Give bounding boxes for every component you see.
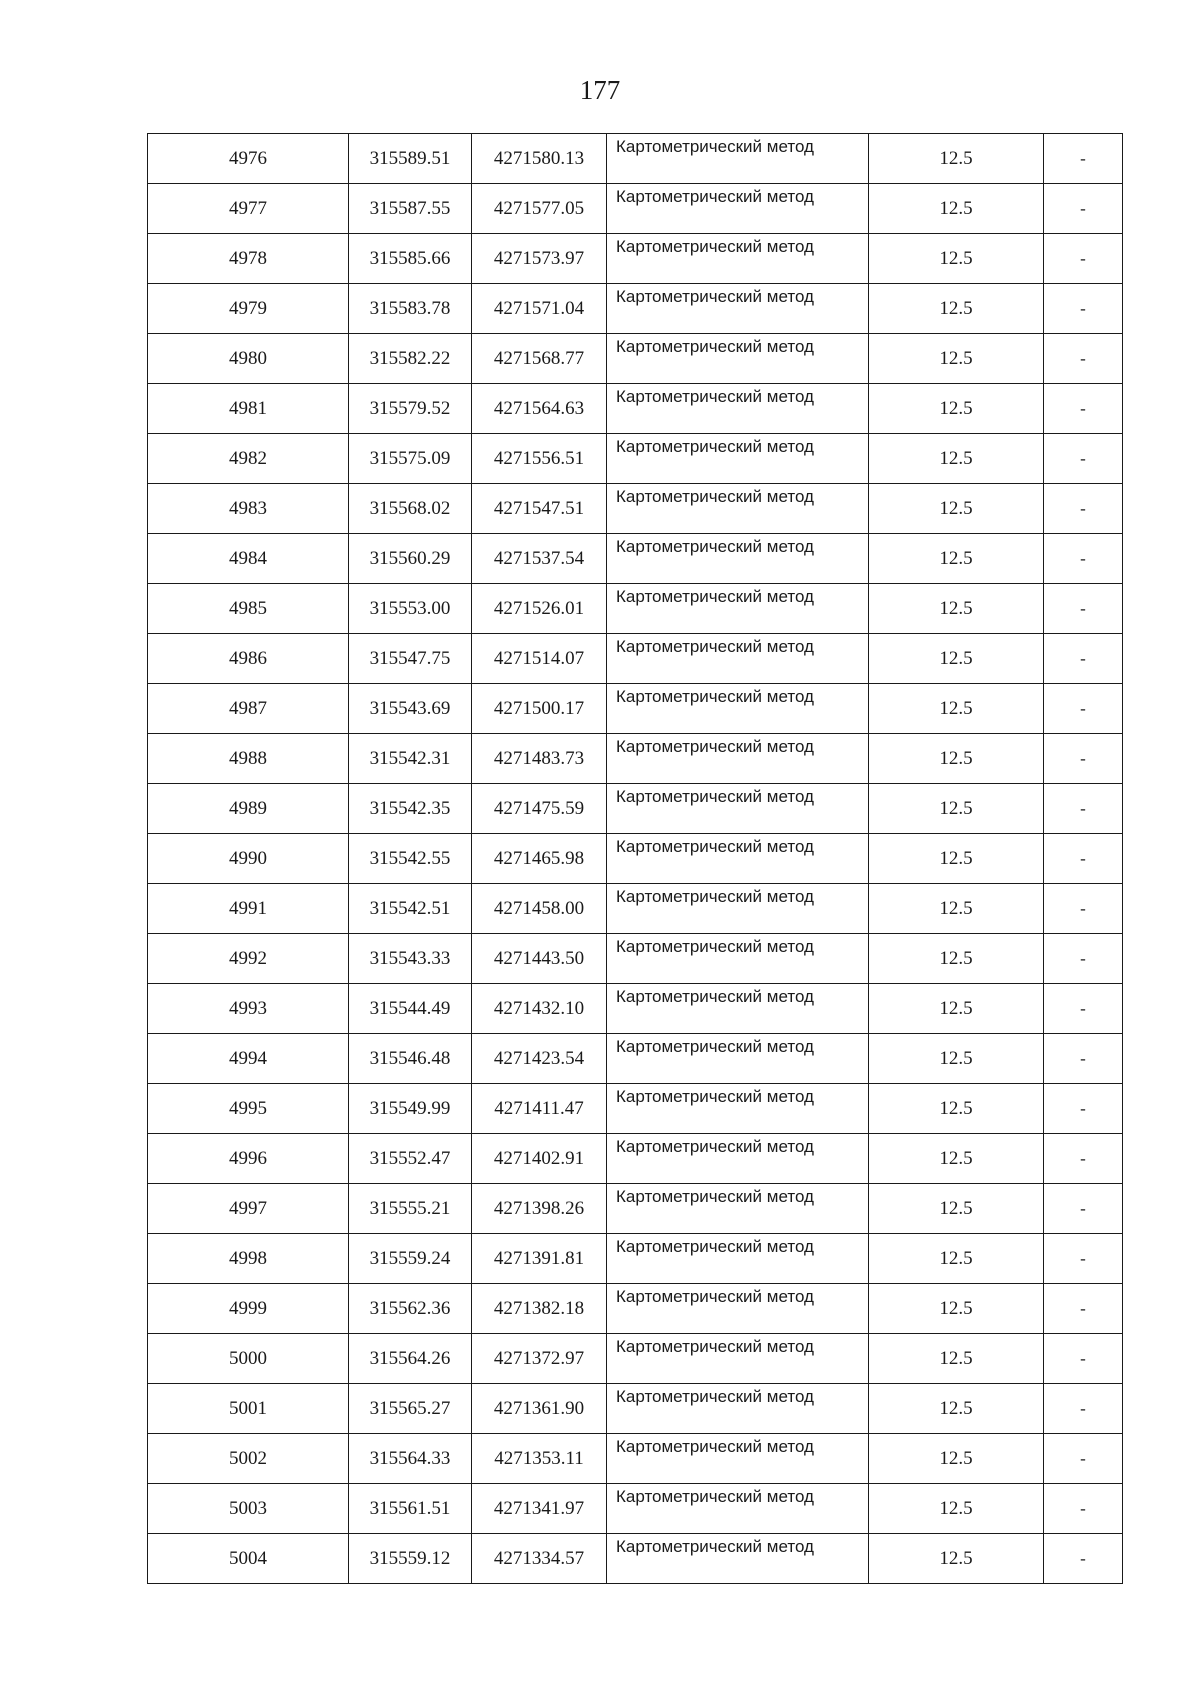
table-row: [148, 1334, 1123, 1384]
y-coordinate-cell: 4271402.91: [472, 1134, 607, 1184]
accuracy-cell: 12.5: [869, 534, 1044, 584]
y-coordinate-cell: 4271500.17: [472, 684, 607, 734]
point-number-cell: 4986: [148, 634, 349, 684]
accuracy-cell: 12.5: [869, 434, 1044, 484]
method-cell: Картометрический метод: [607, 934, 869, 984]
note-cell: -: [1044, 1334, 1123, 1384]
y-coordinate-cell: 4271458.00: [472, 884, 607, 934]
coordinates-table: [147, 133, 1123, 1584]
method-cell: Картометрический метод: [607, 384, 869, 434]
y-coordinate-cell: 4271411.47: [472, 1084, 607, 1134]
y-coordinate-cell: 4271382.18: [472, 1284, 607, 1334]
table-row: [148, 684, 1123, 734]
point-number-cell: 4991: [148, 884, 349, 934]
method-cell: Картометрический метод: [607, 1184, 869, 1234]
note-cell: -: [1044, 134, 1123, 184]
y-coordinate-cell: 4271564.63: [472, 384, 607, 434]
accuracy-cell: 12.5: [869, 334, 1044, 384]
point-number-cell: 4994: [148, 1034, 349, 1084]
x-coordinate-cell: 315542.55: [349, 834, 472, 884]
point-number-cell: 4977: [148, 184, 349, 234]
accuracy-cell: 12.5: [869, 1334, 1044, 1384]
accuracy-cell: 12.5: [869, 684, 1044, 734]
x-coordinate-cell: 315543.33: [349, 934, 472, 984]
point-number-cell: 4985: [148, 584, 349, 634]
method-cell: Картометрический метод: [607, 234, 869, 284]
accuracy-cell: 12.5: [869, 1134, 1044, 1184]
note-cell: -: [1044, 1184, 1123, 1234]
page-number: 177: [579, 75, 621, 105]
table-row: [148, 1284, 1123, 1334]
x-coordinate-cell: 315568.02: [349, 484, 472, 534]
y-coordinate-cell: 4271568.77: [472, 334, 607, 384]
point-number-cell: 4983: [148, 484, 349, 534]
accuracy-cell: 12.5: [869, 1534, 1044, 1584]
point-number-cell: 4980: [148, 334, 349, 384]
method-cell: Картометрический метод: [607, 684, 869, 734]
accuracy-cell: 12.5: [869, 184, 1044, 234]
table-row: [148, 484, 1123, 534]
table-row: [148, 334, 1123, 384]
x-coordinate-cell: 315546.48: [349, 1034, 472, 1084]
x-coordinate-cell: 315547.75: [349, 634, 472, 684]
y-coordinate-cell: 4271465.98: [472, 834, 607, 884]
x-coordinate-cell: 315544.49: [349, 984, 472, 1034]
y-coordinate-cell: 4271475.59: [472, 784, 607, 834]
point-number-cell: 4982: [148, 434, 349, 484]
method-cell: Картометрический метод: [607, 1034, 869, 1084]
point-number-cell: 5001: [148, 1384, 349, 1434]
table-row: [148, 434, 1123, 484]
y-coordinate-cell: 4271361.90: [472, 1384, 607, 1434]
y-coordinate-cell: 4271372.97: [472, 1334, 607, 1384]
point-number-cell: 4998: [148, 1234, 349, 1284]
x-coordinate-cell: 315553.00: [349, 584, 472, 634]
x-coordinate-cell: 315575.09: [349, 434, 472, 484]
accuracy-cell: 12.5: [869, 1234, 1044, 1284]
point-number-cell: 4999: [148, 1284, 349, 1334]
note-cell: -: [1044, 484, 1123, 534]
method-cell: Картометрический метод: [607, 1334, 869, 1384]
y-coordinate-cell: 4271547.51: [472, 484, 607, 534]
note-cell: -: [1044, 1234, 1123, 1284]
y-coordinate-cell: 4271432.10: [472, 984, 607, 1034]
note-cell: -: [1044, 1134, 1123, 1184]
note-cell: -: [1044, 1534, 1123, 1584]
note-cell: -: [1044, 1034, 1123, 1084]
point-number-cell: 4988: [148, 734, 349, 784]
point-number-cell: 4987: [148, 684, 349, 734]
note-cell: -: [1044, 634, 1123, 684]
table-row: [148, 384, 1123, 434]
table-row: [148, 1534, 1123, 1584]
method-cell: Картометрический метод: [607, 1284, 869, 1334]
method-cell: Картометрический метод: [607, 284, 869, 334]
x-coordinate-cell: 315542.35: [349, 784, 472, 834]
y-coordinate-cell: 4271580.13: [472, 134, 607, 184]
accuracy-cell: 12.5: [869, 1434, 1044, 1484]
method-cell: Картометрический метод: [607, 1134, 869, 1184]
x-coordinate-cell: 315585.66: [349, 234, 472, 284]
note-cell: -: [1044, 434, 1123, 484]
accuracy-cell: 12.5: [869, 1484, 1044, 1534]
table-body: [148, 134, 1123, 1584]
y-coordinate-cell: 4271423.54: [472, 1034, 607, 1084]
x-coordinate-cell: 315564.33: [349, 1434, 472, 1484]
x-coordinate-cell: 315555.21: [349, 1184, 472, 1234]
x-coordinate-cell: 315582.22: [349, 334, 472, 384]
table-row: [148, 1134, 1123, 1184]
x-coordinate-cell: 315542.31: [349, 734, 472, 784]
point-number-cell: 4978: [148, 234, 349, 284]
y-coordinate-cell: 4271571.04: [472, 284, 607, 334]
accuracy-cell: 12.5: [869, 734, 1044, 784]
method-cell: Картометрический метод: [607, 1534, 869, 1584]
note-cell: -: [1044, 784, 1123, 834]
point-number-cell: 4984: [148, 534, 349, 584]
point-number-cell: 4989: [148, 784, 349, 834]
point-number-cell: 5004: [148, 1534, 349, 1584]
method-cell: Картометрический метод: [607, 484, 869, 534]
x-coordinate-cell: 315564.26: [349, 1334, 472, 1384]
x-coordinate-cell: 315589.51: [349, 134, 472, 184]
note-cell: -: [1044, 284, 1123, 334]
method-cell: Картометрический метод: [607, 984, 869, 1034]
table-row: [148, 884, 1123, 934]
note-cell: -: [1044, 1484, 1123, 1534]
table-row: [148, 1184, 1123, 1234]
table-row: [148, 1484, 1123, 1534]
accuracy-cell: 12.5: [869, 1384, 1044, 1434]
note-cell: -: [1044, 234, 1123, 284]
y-coordinate-cell: 4271391.81: [472, 1234, 607, 1284]
table-row: [148, 584, 1123, 634]
point-number-cell: 4976: [148, 134, 349, 184]
table-row: [148, 784, 1123, 834]
x-coordinate-cell: 315565.27: [349, 1384, 472, 1434]
x-coordinate-cell: 315560.29: [349, 534, 472, 584]
method-cell: Картометрический метод: [607, 1384, 869, 1434]
accuracy-cell: 12.5: [869, 1084, 1044, 1134]
y-coordinate-cell: 4271443.50: [472, 934, 607, 984]
x-coordinate-cell: 315559.12: [349, 1534, 472, 1584]
y-coordinate-cell: 4271341.97: [472, 1484, 607, 1534]
note-cell: -: [1044, 1284, 1123, 1334]
note-cell: -: [1044, 834, 1123, 884]
method-cell: Картометрический метод: [607, 1434, 869, 1484]
method-cell: Картометрический метод: [607, 834, 869, 884]
accuracy-cell: 12.5: [869, 784, 1044, 834]
x-coordinate-cell: 315542.51: [349, 884, 472, 934]
note-cell: -: [1044, 1084, 1123, 1134]
point-number-cell: 5000: [148, 1334, 349, 1384]
accuracy-cell: 12.5: [869, 634, 1044, 684]
table-row: [148, 284, 1123, 334]
method-cell: Картометрический метод: [607, 584, 869, 634]
x-coordinate-cell: 315543.69: [349, 684, 472, 734]
table-row: [148, 1384, 1123, 1434]
table-row: [148, 234, 1123, 284]
y-coordinate-cell: 4271483.73: [472, 734, 607, 784]
y-coordinate-cell: 4271556.51: [472, 434, 607, 484]
note-cell: -: [1044, 884, 1123, 934]
note-cell: -: [1044, 1434, 1123, 1484]
point-number-cell: 5002: [148, 1434, 349, 1484]
note-cell: -: [1044, 334, 1123, 384]
y-coordinate-cell: 4271537.54: [472, 534, 607, 584]
method-cell: Картометрический метод: [607, 634, 869, 684]
table-row: [148, 184, 1123, 234]
accuracy-cell: 12.5: [869, 284, 1044, 334]
point-number-cell: 4990: [148, 834, 349, 884]
y-coordinate-cell: 4271577.05: [472, 184, 607, 234]
y-coordinate-cell: 4271514.07: [472, 634, 607, 684]
method-cell: Картометрический метод: [607, 1084, 869, 1134]
table-row: [148, 1234, 1123, 1284]
y-coordinate-cell: 4271334.57: [472, 1534, 607, 1584]
y-coordinate-cell: 4271526.01: [472, 584, 607, 634]
note-cell: -: [1044, 384, 1123, 434]
note-cell: -: [1044, 1384, 1123, 1434]
x-coordinate-cell: 315561.51: [349, 1484, 472, 1534]
method-cell: Картометрический метод: [607, 734, 869, 784]
note-cell: -: [1044, 184, 1123, 234]
note-cell: -: [1044, 934, 1123, 984]
table-row: [148, 534, 1123, 584]
method-cell: Картометрический метод: [607, 1234, 869, 1284]
table-row: [148, 1434, 1123, 1484]
accuracy-cell: 12.5: [869, 834, 1044, 884]
accuracy-cell: 12.5: [869, 884, 1044, 934]
method-cell: Картометрический метод: [607, 884, 869, 934]
point-number-cell: 4995: [148, 1084, 349, 1134]
table-row: [148, 1084, 1123, 1134]
point-number-cell: 4993: [148, 984, 349, 1034]
x-coordinate-cell: 315549.99: [349, 1084, 472, 1134]
method-cell: Картометрический метод: [607, 134, 869, 184]
accuracy-cell: 12.5: [869, 1284, 1044, 1334]
accuracy-cell: 12.5: [869, 584, 1044, 634]
table-row: [148, 1034, 1123, 1084]
x-coordinate-cell: 315583.78: [349, 284, 472, 334]
point-number-cell: 4996: [148, 1134, 349, 1184]
table-row: [148, 984, 1123, 1034]
accuracy-cell: 12.5: [869, 984, 1044, 1034]
accuracy-cell: 12.5: [869, 234, 1044, 284]
table-row: [148, 634, 1123, 684]
table-row: [148, 934, 1123, 984]
accuracy-cell: 12.5: [869, 1184, 1044, 1234]
method-cell: Картометрический метод: [607, 1484, 869, 1534]
point-number-cell: 4979: [148, 284, 349, 334]
method-cell: Картометрический метод: [607, 434, 869, 484]
accuracy-cell: 12.5: [869, 934, 1044, 984]
point-number-cell: 4992: [148, 934, 349, 984]
note-cell: -: [1044, 734, 1123, 784]
point-number-cell: 4997: [148, 1184, 349, 1234]
note-cell: -: [1044, 984, 1123, 1034]
y-coordinate-cell: 4271573.97: [472, 234, 607, 284]
point-number-cell: 4981: [148, 384, 349, 434]
note-cell: -: [1044, 584, 1123, 634]
accuracy-cell: 12.5: [869, 384, 1044, 434]
table-row: [148, 134, 1123, 184]
table-row: [148, 734, 1123, 784]
x-coordinate-cell: 315579.52: [349, 384, 472, 434]
note-cell: -: [1044, 684, 1123, 734]
accuracy-cell: 12.5: [869, 134, 1044, 184]
method-cell: Картометрический метод: [607, 184, 869, 234]
x-coordinate-cell: 315552.47: [349, 1134, 472, 1184]
method-cell: Картометрический метод: [607, 784, 869, 834]
method-cell: Картометрический метод: [607, 334, 869, 384]
point-number-cell: 5003: [148, 1484, 349, 1534]
y-coordinate-cell: 4271353.11: [472, 1434, 607, 1484]
y-coordinate-cell: 4271398.26: [472, 1184, 607, 1234]
x-coordinate-cell: 315587.55: [349, 184, 472, 234]
table-row: [148, 834, 1123, 884]
x-coordinate-cell: 315559.24: [349, 1234, 472, 1284]
method-cell: Картометрический метод: [607, 534, 869, 584]
accuracy-cell: 12.5: [869, 484, 1044, 534]
x-coordinate-cell: 315562.36: [349, 1284, 472, 1334]
accuracy-cell: 12.5: [869, 1034, 1044, 1084]
note-cell: -: [1044, 534, 1123, 584]
